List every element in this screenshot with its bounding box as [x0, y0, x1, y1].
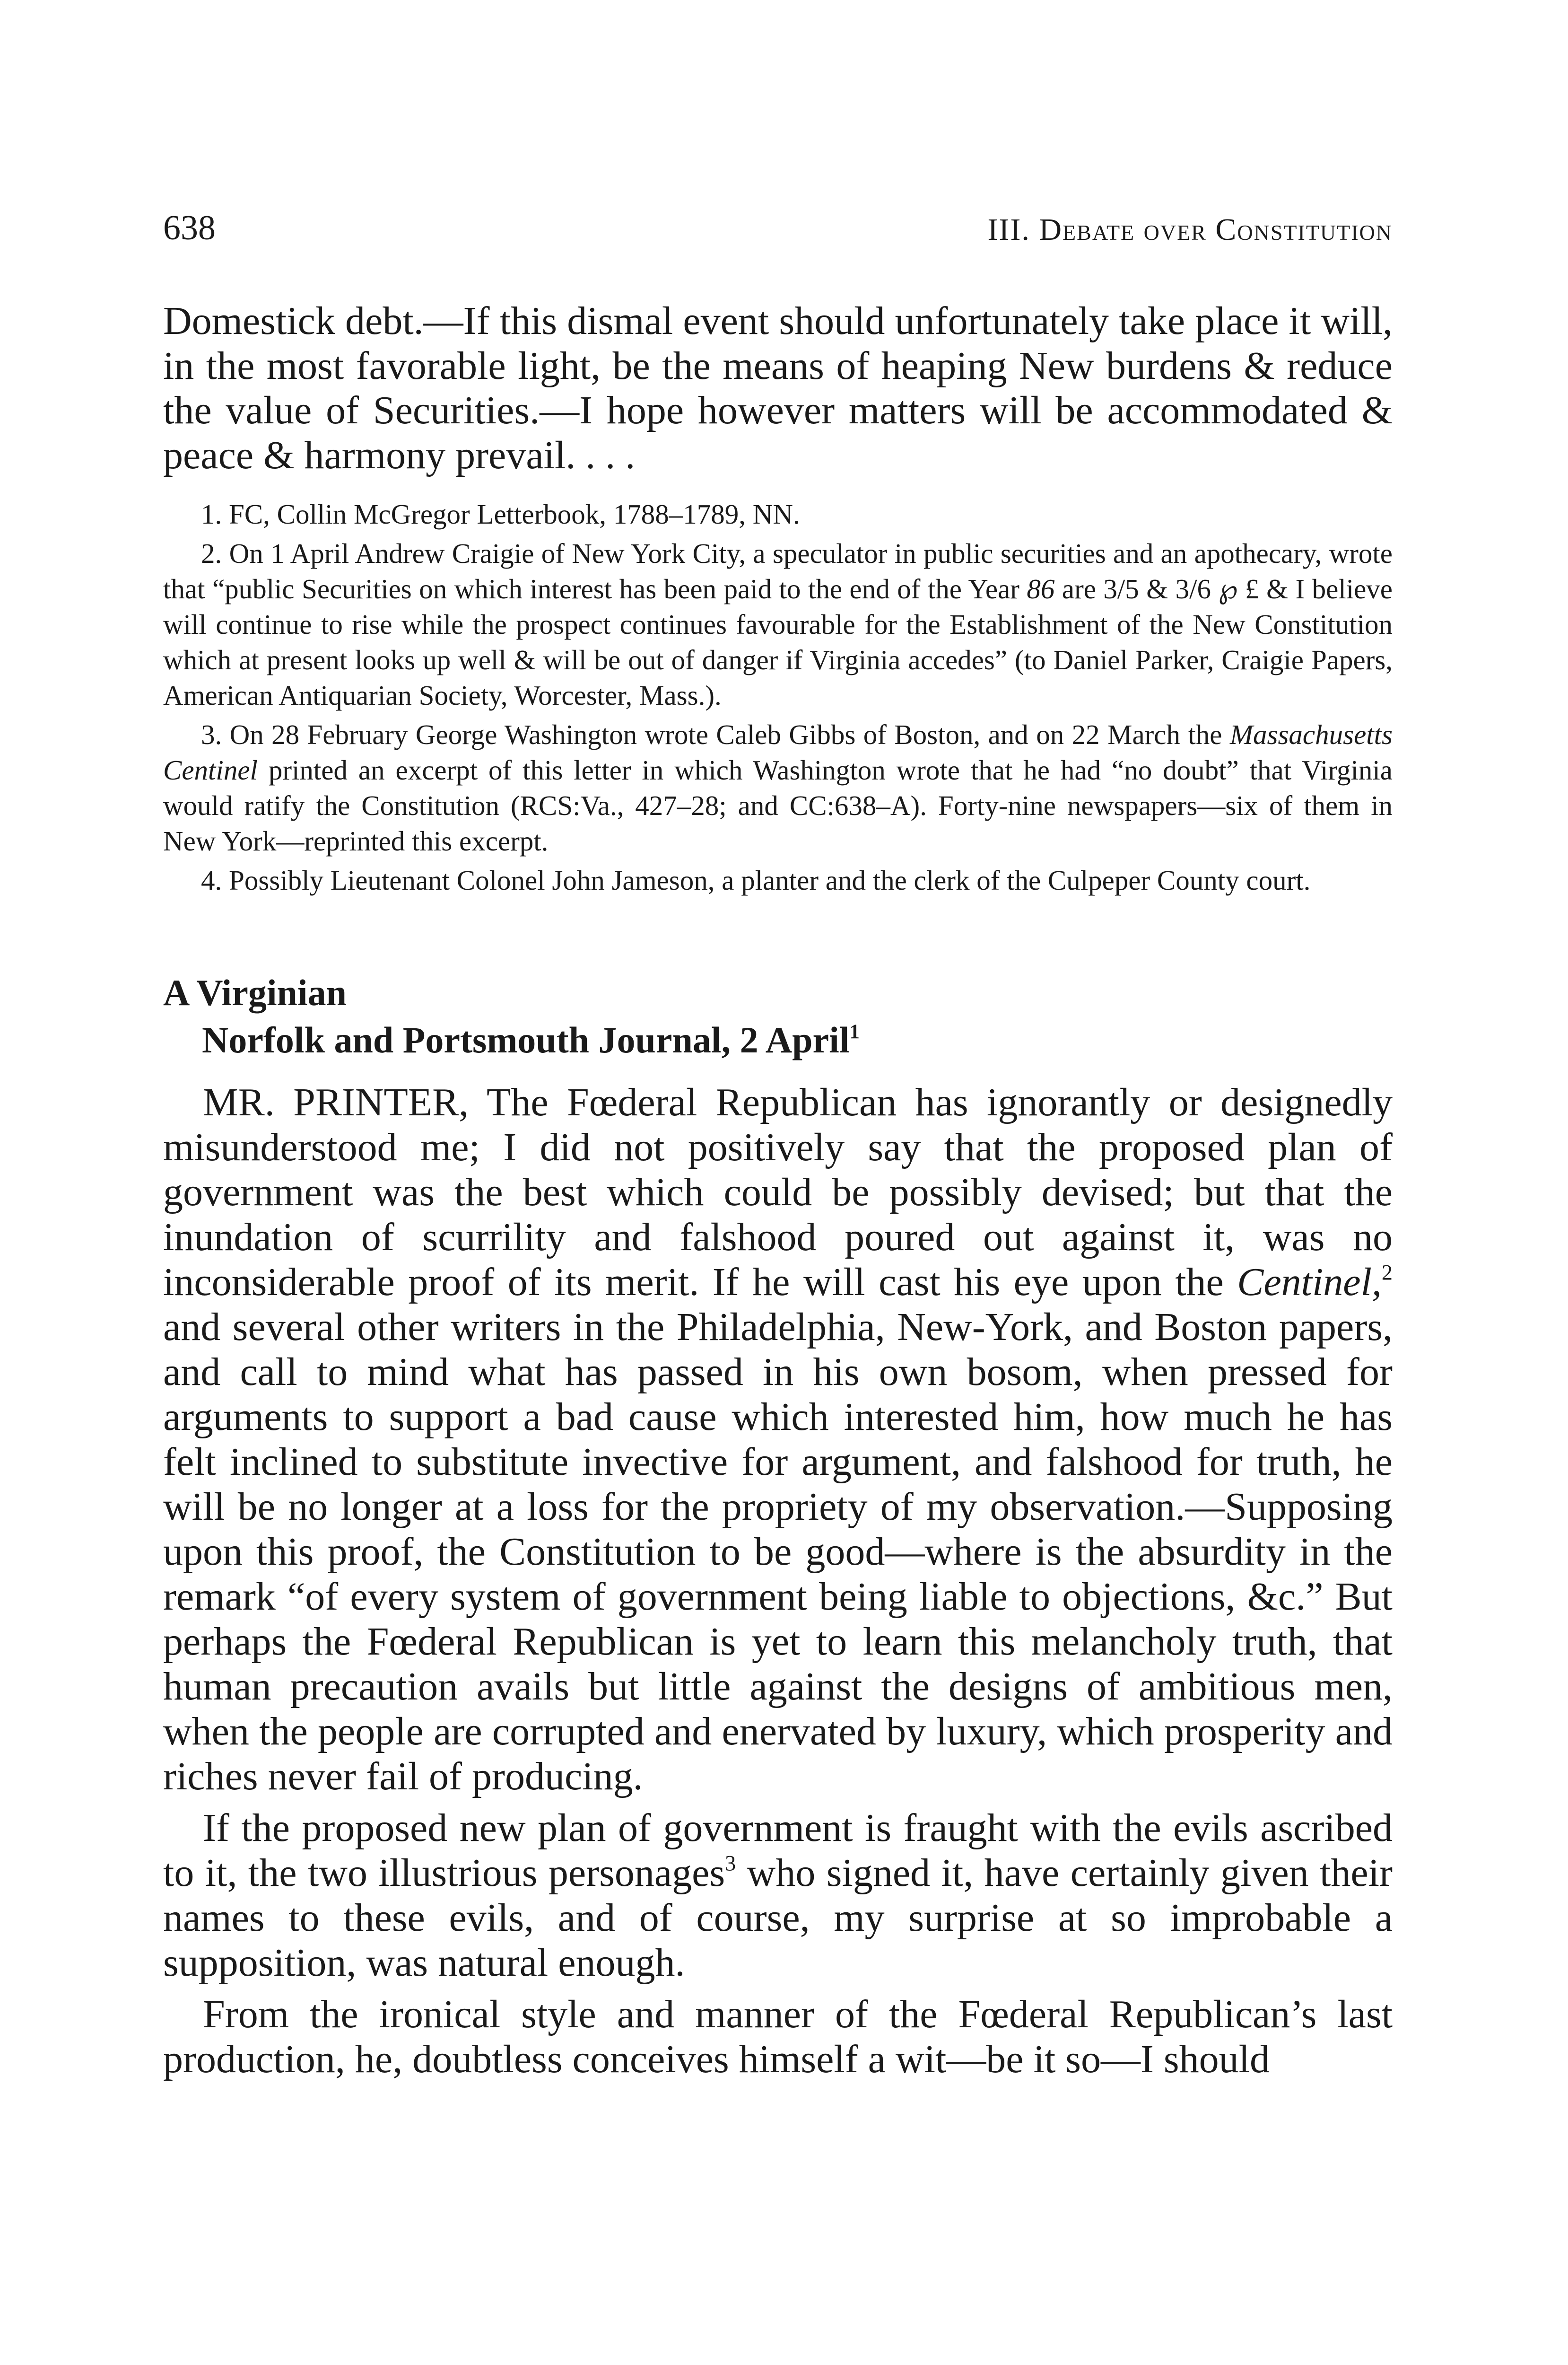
note-number: 2.	[201, 538, 222, 569]
article-paragraph-2	[163, 1805, 1393, 1985]
note-text: On 28 February George Washington wrote Caleb Gibbs of Boston, and on 22 March the	[229, 719, 1230, 750]
article-paragraph-3: From the ironical style and manner of the Fœderal Republican’s last production, he, doubtless conceives himself a wit—be it so—I should	[163, 1992, 1393, 2081]
note-text: FC, Collin McGregor Letterbook, 1788–1789, NN.	[229, 499, 800, 530]
note-number: 4.	[201, 865, 222, 896]
note-reference: 1	[849, 1020, 860, 1043]
note-2	[163, 536, 1393, 713]
note-text: On 1 April Andrew Craigie of New York City, a speculator in public securities and an apothecary, wrote that “public Securities on which interest has been paid to the end of the Year	[163, 538, 1393, 604]
section-title: III. Debate over Constitution	[987, 212, 1393, 247]
editorial-notes	[163, 497, 1393, 898]
page-number: 638	[163, 209, 216, 247]
article-paragraph-1	[163, 1080, 1393, 1799]
lead-paragraph: Domestick debt.—If this dismal event should unfortunately take place it will, in the most favorable light, be the means of heaping New burdens & reduce the value of Securities.—I hope however matters will be accommodated & peace & harmony prevail. . . .	[163, 299, 1393, 477]
paragraph-text: who signed it, have certainly given their names to these evils, and of course, my surprise at so improbable a supposition, was natural enough.	[163, 1851, 1393, 1985]
note-1	[163, 497, 1393, 532]
document-source	[202, 1016, 1393, 1064]
running-head	[163, 208, 1393, 260]
document-source-text: Norfolk and Portsmouth Journal, 2 April	[202, 1019, 850, 1060]
note-italic: Massachusetts Centinel	[163, 719, 1393, 786]
article-body	[163, 1080, 1393, 2082]
note-reference: 2	[1381, 1260, 1393, 1285]
paragraph-text: If the proposed new plan of government is fraught with the evils ascribed to it, the two illustrious personages	[163, 1806, 1393, 1895]
note-reference: 3	[725, 1851, 736, 1875]
note-text: Possibly Lieutenant Colonel John Jameson, a planter and the clerk of the Culpeper County court.	[229, 865, 1311, 896]
paragraph-text: and several other writers in the Philadelphia, New-York, and Boston papers, and call to mind what has passed in his own bosom, when pressed for arguments to support a bad cause which interested him, how much he has felt inclined to substitute invective for argument, and falshood for truth, he will be no longer at a loss for the propriety of my observation.—Supposing upon this proof, the Constitution to be good—where is the absurdity in the remark “of every system of government being liable to objections, &c.” But perhaps the Fœderal Republican is yet to learn this melancholy truth, that human precaution avails but little against the designs of ambitious men, when the people are corrupted and enervated by luxury, which prosperity and riches never fail of producing.	[163, 1305, 1393, 1798]
document-title: A Virginian	[163, 972, 347, 1013]
note-4	[163, 863, 1393, 898]
paragraph-text: MR. PRINTER, The Fœderal Republican has ignorantly or designedly misunderstood me; I did not positively say that the proposed plan of government was the best which could be possibly devised; but that the inundation of scurrility and falshood poured out against it, was no inconsiderable proof of its merit. If he will cast his eye upon the	[163, 1080, 1393, 1304]
note-text: are 3/5 & 3/6 ℘ £ & I believe will continue to rise while the prospect continues favourable for the Establishment of the New Constitution which at present looks up well & will be out of danger if Virginia accedes” (to Daniel Parker, Craigie Papers, American Antiquarian Society, Worcester, Mass.).	[163, 573, 1393, 711]
note-italic: 86	[1027, 573, 1055, 604]
note-number: 3.	[201, 719, 222, 750]
paragraph-italic: Centinel,	[1237, 1260, 1382, 1304]
note-3	[163, 717, 1393, 859]
book-page	[163, 208, 1393, 2082]
note-text: printed an excerpt of this letter in which Washington wrote that he had “no doubt” that Virginia would ratify the Constitution (RCS:Va., 427–28; and CC:638–A). Forty-nine newspapers—six of them in New York—reprinted this excerpt.	[163, 754, 1393, 857]
note-number: 1.	[201, 499, 222, 530]
